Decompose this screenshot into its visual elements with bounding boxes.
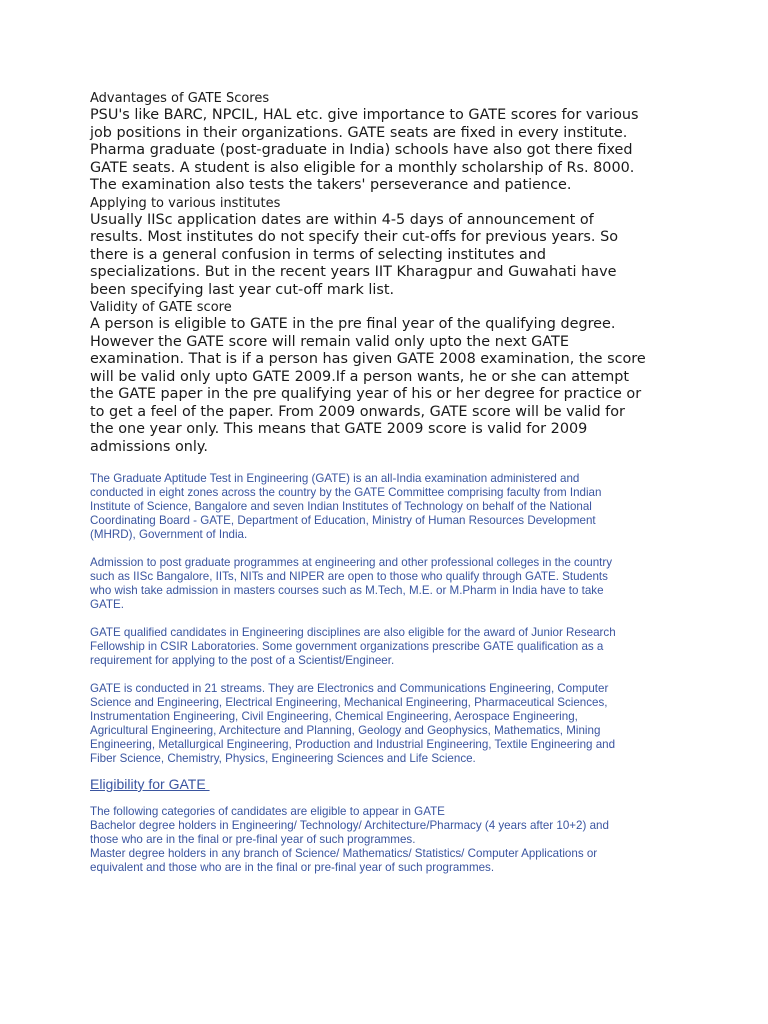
text-line: those who are in the final or pre-final year of such programmes. <box>90 833 416 846</box>
text-line: conducted in eight zones across the country by the GATE Committee comprising faculty from Indian <box>90 486 602 499</box>
text-line: The Graduate Aptitude Test in Engineering (GATE) is an all-India examination administered and <box>90 472 580 485</box>
paragraph-validity <box>90 316 680 456</box>
text-line: GATE qualified candidates in Engineering disciplines are also eligible for the award of Junior Research <box>90 626 616 639</box>
text-line: The following categories of candidates are eligible to appear in GATE <box>90 805 445 818</box>
text-line: requirement for applying to the post of a Scientist/Engineer. <box>90 654 395 667</box>
paragraph-applying <box>90 212 680 300</box>
text-line: the GATE paper in the pre qualifying year of his or her degree for practice or <box>90 386 642 402</box>
paragraph-gate-intro <box>90 472 680 542</box>
text-line: Science and Engineering, Electrical Engineering, Mechanical Engineering, Pharmaceutical Sciences, <box>90 696 608 709</box>
paragraph-eligibility <box>90 805 680 875</box>
text-line: Engineering, Metallurgical Engineering, Production and Industrial Engineering, Textile Engineering and <box>90 738 616 751</box>
paragraph-streams <box>90 682 680 766</box>
text-line: equivalent and those who are in the final or pre-final year of such programmes. <box>90 861 495 874</box>
text-line: such as IISc Bangalore, IITs, NITs and NIPER are open to those who qualify through GATE. Students <box>90 570 608 583</box>
paragraph-admission <box>90 556 680 612</box>
text-line: PSU's like BARC, NPCIL, HAL etc. give importance to GATE scores for various <box>90 107 639 123</box>
heading-eligibility: Eligibility for GATE <box>90 776 210 792</box>
text-line: admissions only. <box>90 438 208 455</box>
text-line: results. Most institutes do not specify their cut-offs for previous years. So <box>90 229 619 245</box>
heading-validity: Validity of GATE score <box>90 300 232 315</box>
text-line: Institute of Science, Bangalore and seven Indian Institutes of Technology on behalf of the National <box>90 500 592 513</box>
heading-applying: Applying to various institutes <box>90 195 281 211</box>
text-line: Agricultural Engineering, Architecture and Planning, Geology and Geophysics, Mathematics, Mining <box>90 724 601 737</box>
text-line: Admission to post graduate programmes at engineering and other professional colleges in the country <box>90 556 613 569</box>
text-line: GATE. <box>90 598 124 611</box>
paragraph-advantages <box>90 107 680 195</box>
text-line: GATE is conducted in 21 streams. They are Electronics and Communications Engineering, Computer <box>90 682 609 695</box>
text-line: (MHRD), Government of India. <box>90 528 248 541</box>
heading-advantages: Advantages of GATE Scores <box>90 91 270 106</box>
text-line: there is a general confusion in terms of selecting institutes and <box>90 246 547 263</box>
text-line: Fiber Science, Chemistry, Physics, Engineering Sciences and Life Science. <box>90 752 476 765</box>
text-line: Pharma graduate (post-graduate in India) schools have also got there fixed <box>90 142 633 158</box>
text-line: Bachelor degree holders in Engineering/ Technology/ Architecture/Pharmacy (4 years after 10+2) and <box>90 819 609 832</box>
text-line: Coordinating Board - GATE, Department of Education, Ministry of Human Resources Development <box>90 514 596 527</box>
text-line: to get a feel of the paper. From 2009 onwards, GATE score will be valid for <box>90 403 625 420</box>
text-line: specializations. But in the recent years IIT Kharagpur and Guwahati have <box>90 264 617 280</box>
text-line: Master degree holders in any branch of Science/ Mathematics/ Statistics/ Computer Applications or <box>90 847 598 860</box>
document-page <box>90 90 680 875</box>
text-line: the one year only. This means that GATE 2009 score is valid for 2009 <box>90 421 588 437</box>
paragraph-fellowship <box>90 626 680 668</box>
text-line: Instrumentation Engineering, Civil Engineering, Chemical Engineering, Aerospace Engineering, <box>90 710 578 723</box>
text-line: will be valid only upto GATE 2009.If a person wants, he or she can attempt <box>90 368 630 385</box>
text-line: GATE seats. A student is also eligible for a monthly scholarship of Rs. 8000. <box>90 159 635 176</box>
text-line: been specifying last year cut-off mark list. <box>90 281 395 298</box>
text-line: examination. That is if a person has given GATE 2008 examination, the score <box>90 351 646 367</box>
text-line: Usually IISc application dates are within 4-5 days of announcement of <box>90 211 594 228</box>
text-line: However the GATE score will remain valid only upto the next GATE <box>90 333 569 350</box>
text-line: A person is eligible to GATE in the pre final year of the qualifying degree. <box>90 316 616 332</box>
text-line: who wish take admission in masters courses such as M.Tech, M.E. or M.Pharm in India have to take <box>90 584 604 597</box>
text-line: Fellowship in CSIR Laboratories. Some government organizations prescribe GATE qualification as a <box>90 640 604 653</box>
text-line: The examination also tests the takers' perseverance and patience. <box>90 177 572 193</box>
text-line: job positions in their organizations. GATE seats are fixed in every institute. <box>90 124 628 141</box>
